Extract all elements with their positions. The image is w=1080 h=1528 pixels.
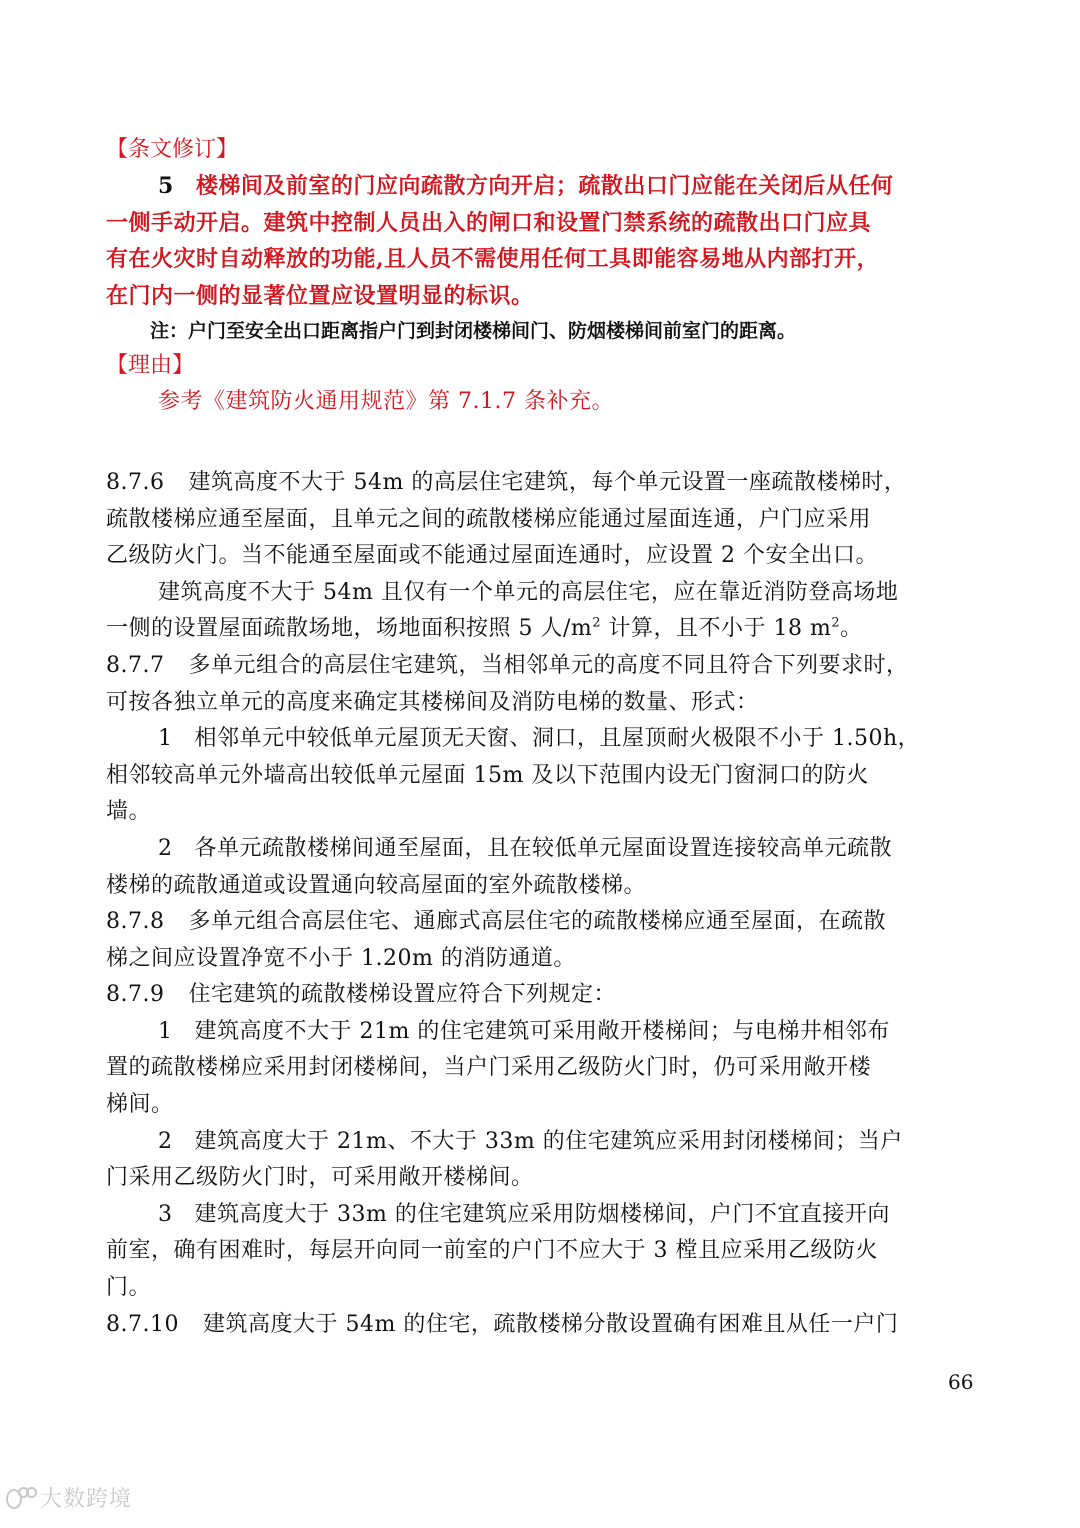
clause-item: 2 建筑高度大于 21m、不大于 33m 的住宅建筑应采用封闭楼梯间；当户 bbox=[158, 1128, 903, 1154]
watermark bbox=[6, 1482, 132, 1513]
revision-line: 5 楼梯间及前室的门应向疏散方向开启；疏散出口门应能在关闭后从任何 bbox=[106, 168, 972, 205]
clause-number: 8.7.6 bbox=[106, 469, 165, 495]
reason-text: 参考《建筑防火通用规范》第 7.1.7 条补充。 bbox=[158, 389, 614, 415]
clause-item: 1 相邻单元中较低单元屋顶无天窗、洞口，且屋顶耐火极限不小于 1.50h， bbox=[158, 726, 921, 752]
clause-line: 疏散楼梯应通至屋面，且单元之间的疏散楼梯应能通过屋面连通，户门应采用 bbox=[106, 506, 872, 532]
page-number: 66 bbox=[948, 1370, 974, 1394]
revision-heading: 【条文修订】 bbox=[106, 137, 239, 162]
clause-number: 8.7.10 bbox=[106, 1311, 179, 1337]
reason-heading: 【理由】 bbox=[106, 353, 195, 379]
clause-number: 8.7.7 bbox=[106, 652, 165, 678]
clause-line: 门采用乙级防火门时，可采用敞开楼梯间。 bbox=[106, 1165, 534, 1191]
clause-8-7-6: 8.7.6 建筑高度不大于 54m 的高层住宅建筑，每个单元设置一座疏散楼梯时， bbox=[106, 465, 972, 502]
clause-8-7-8: 8.7.8 多单元组合高层住宅、通廊式高层住宅的疏散楼梯应通至屋面，在疏散 bbox=[106, 904, 972, 941]
revision-line: 一侧手动开启。建筑中控制人员出入的闸口和设置门禁系统的疏散出口门应具 bbox=[106, 209, 872, 236]
clause-line: 梯间。 bbox=[106, 1092, 174, 1118]
clause-line: 前室，确有困难时，每层开向同一前室的户门不应大于 3 樘且应采用乙级防火 bbox=[106, 1238, 878, 1264]
clause-line: 楼梯的疏散通道或设置通向较高屋面的室外疏散楼梯。 bbox=[106, 872, 647, 898]
revision-item-number: 5 bbox=[158, 173, 174, 199]
clause-item: 3 建筑高度大于 33m 的住宅建筑应采用防烟楼梯间，户门不宜直接开向 bbox=[158, 1201, 890, 1227]
clause-8-7-7: 8.7.7 多单元组合的高层住宅建筑，当相邻单元的高度不同且符合下列要求时， bbox=[106, 648, 972, 685]
revision-note: 注：户门至安全出口距离指户门到封闭楼梯间门、防烟楼梯间前室门的距离。 bbox=[150, 320, 797, 343]
clause-8-7-10: 8.7.10 建筑高度大于 54m 的住宅，疏散楼梯分散设置确有困难且从任一户门 bbox=[106, 1307, 972, 1344]
clause-item: 1 建筑高度不大于 21m 的住宅建筑可采用敞开楼梯间；与电梯井相邻布 bbox=[158, 1018, 890, 1044]
clause-line: 梯之间应设置净宽不小于 1.20m 的消防通道。 bbox=[106, 945, 576, 971]
clause-line: 一侧的设置屋面疏散场地，场地面积按照 5 人$/m^2$ 计算，且不小于 18 $m^2$。 bbox=[106, 616, 863, 642]
clause-8-7-9: 8.7.9 住宅建筑的疏散楼梯设置应符合下列规定： bbox=[106, 977, 972, 1014]
clause-line: 置的疏散楼梯应采用封闭楼梯间，当户门采用乙级防火门时，仍可采用敞开楼 bbox=[106, 1055, 872, 1081]
revision-line: 有在火灾时自动释放的功能,且人员不需使用任何工具即能容易地从内部打开， bbox=[106, 246, 880, 273]
clause-line: 门。 bbox=[106, 1275, 152, 1301]
document-page bbox=[106, 132, 972, 1343]
clause-number: 8.7.8 bbox=[106, 909, 165, 935]
watermark-logo-icon bbox=[6, 1487, 36, 1509]
watermark-text: 大数跨境 bbox=[40, 1487, 133, 1512]
revision-line: 在门内一侧的显著位置应设置明显的标识。 bbox=[106, 282, 534, 309]
clause-line: 相邻较高单元外墙高出较低单元屋面 15m 及以下范围内设无门窗洞口的防火 bbox=[106, 762, 869, 788]
clause-line: 墙。 bbox=[106, 799, 152, 825]
clause-line: 建筑高度不大于 54m 且仅有一个单元的高层住宅，应在靠近消防登高场地 bbox=[158, 579, 899, 605]
clause-line: 可按各独立单元的高度来确定其楼梯间及消防电梯的数量、形式： bbox=[106, 689, 759, 715]
clause-number: 8.7.9 bbox=[106, 982, 165, 1008]
clause-item: 2 各单元疏散楼梯间通至屋面，且在较低单元屋面设置连接较高单元疏散 bbox=[158, 835, 893, 861]
clause-line: 乙级防火门。当不能通至屋面或不能通过屋面连通时，应设置 2 个安全出口。 bbox=[106, 543, 878, 569]
